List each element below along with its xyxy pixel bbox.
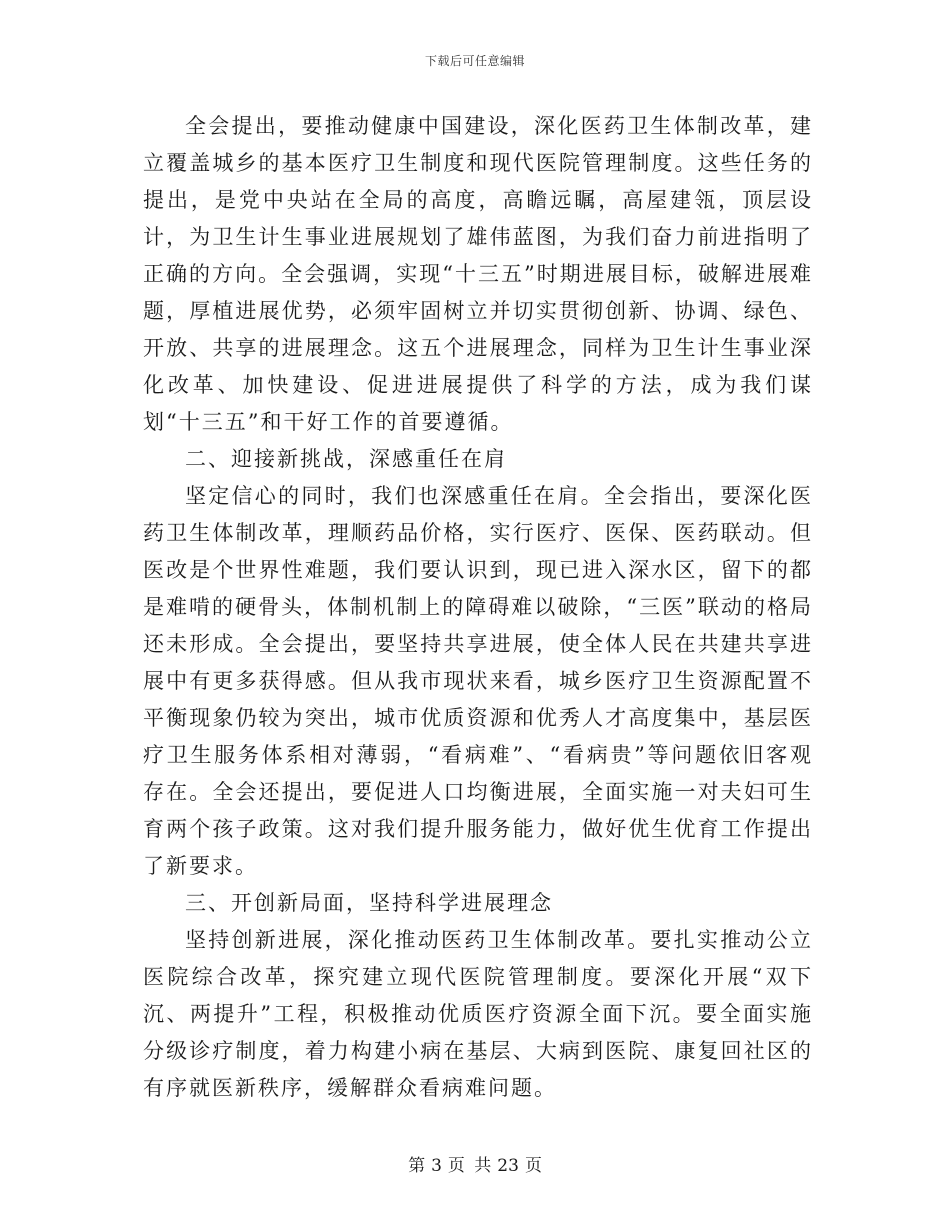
paragraph-innovation: 坚持创新进展，深化推动医药卫生体制改革。要扎实推动公立医院综合改革，探究建立现代医院管理制度。要深化开展“双下沉、两提升”工程，积极推动优质医疗资源全面下沉。要全面实施分级诊疗制度，着力构建小病在基层、大病到医院、康复回社区的有序就医新秩序，缓解群众看病难问题。 xyxy=(143,928,813,1100)
footer-suffix: 页 xyxy=(524,1156,542,1176)
footer-total-pages: 23 xyxy=(497,1156,519,1176)
section-heading-3: 三、开创新局面，坚持科学进展理念 xyxy=(185,891,553,915)
paragraph-plenum-proposal: 全会提出，要推动健康中国建设，深化医药卫生体制改革，建立覆盖城乡的基本医疗卫生制度和现代医院管理制度。这些任务的提出，是党中央站在全局的高度，高瞻远瞩，高屋建瓴，顶层设计，为卫生计生事业进展规划了雄伟蓝图，为我们奋力前进指明了正确的方向。全会强调，实现“十三五”时期进展目标，破解进展难题，厚植进展优势，必须牢固树立并切实贯彻创新、协调、绿色、开放、共享的进展理念。这五个进展理念，同样为卫生计生事业深化改革、加快建设、促进进展提供了科学的方法，成为我们谋划“十三五”和干好工作的首要遵循。 xyxy=(143,114,813,434)
footer-prefix: 第 xyxy=(408,1156,426,1176)
page-footer xyxy=(0,1155,950,1177)
section-heading-2: 二、迎接新挑战，深感重任在肩 xyxy=(185,447,507,471)
footer-page-number: 3 xyxy=(431,1156,442,1176)
page-header-note: 下载后可任意编辑 xyxy=(424,54,525,68)
footer-middle: 页 共 xyxy=(447,1156,492,1176)
paragraph-responsibility: 坚定信心的同时，我们也深感重任在肩。全会指出，要深化医药卫生体制改革，理顺药品价格，实行医疗、医保、医药联动。但医改是个世界性难题，我们要认识到，现已进入深水区，留下的都是难啃的硬骨头，体制机制上的障碍难以破除，“三医”联动的格局还未形成。全会提出，要坚持共享进展，使全体人民在共建共享进展中有更多获得感。但从我市现状来看，城乡医疗卫生资源配置不平衡现象仍较为突出，城市优质资源和优秀人才高度集中，基层医疗卫生服务体系相对薄弱，“看病难”、“看病贵”等问题依旧客观存在。全会还提出，要促进人口均衡进展，全面实施一对夫妇可生育两个孩子政策。这对我们提升服务能力，做好优生优育工作提出了新要求。 xyxy=(143,484,813,878)
document-body xyxy=(143,108,813,1107)
